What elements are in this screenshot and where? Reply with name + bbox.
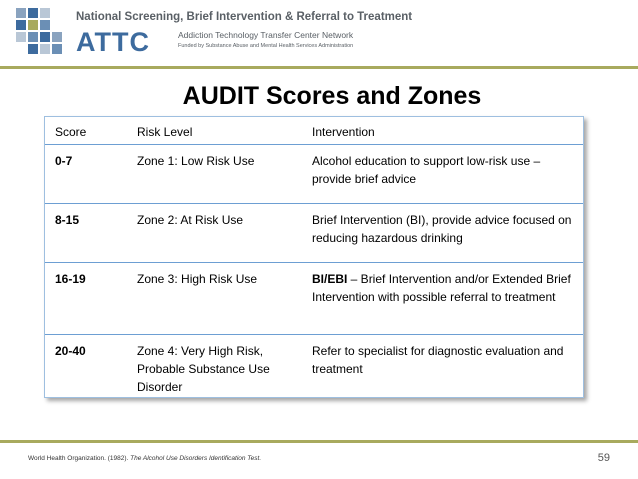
risk-level-cell: Zone 1: Low Risk Use [137, 154, 255, 168]
risk-level-cell: Zone 4: Very High Risk, Probable Substance Use Disorder [137, 344, 270, 394]
score-cell: 16-19 [55, 272, 86, 286]
score-cell: 0-7 [55, 154, 73, 168]
risk-level-cell: Zone 2: At Risk Use [137, 213, 244, 227]
intervention-cell: Alcohol education to support low-risk use – provide brief advice [312, 154, 541, 186]
citation-title: The Alcohol Use Disorders Identification Test. [130, 455, 262, 462]
table-row [45, 263, 583, 335]
intervention-cell: Refer to specialist for diagnostic evaluation and treatment [312, 344, 564, 376]
slide-title: AUDIT Scores and Zones [182, 82, 482, 110]
citation-prefix: World Health Organization. (1982). [28, 455, 131, 462]
table-row [45, 204, 583, 263]
table-header-row [45, 117, 583, 145]
risk-level-cell: Zone 3: High Risk Use [137, 272, 258, 286]
attc-logo-icon [14, 6, 66, 58]
table-row [45, 145, 583, 204]
intervention-cell [312, 263, 577, 306]
page-number: 59 [597, 452, 610, 464]
intervention-abbrev: BI/EBI [312, 272, 348, 286]
header-intervention: Intervention [312, 125, 375, 139]
score-cell: 20-40 [55, 344, 86, 358]
org-fullname: Addiction Technology Transfer Center Network [178, 30, 354, 40]
funding-note: Funded by Substance Abuse and Mental Health Services Administration [178, 43, 354, 49]
footer-divider [0, 440, 638, 443]
header-divider [0, 66, 638, 69]
audit-zones-table [44, 116, 584, 398]
header-risk-level: Risk Level [137, 125, 193, 139]
intervention-cell: Brief Intervention (BI), provide advice focused on reducing hazardous drinking [312, 213, 572, 245]
header-score: Score [55, 125, 87, 139]
score-cell: 8-15 [55, 213, 80, 227]
footer-citation [28, 455, 261, 462]
table-row [45, 335, 583, 399]
intervention-text: – Brief Intervention and/or Extended Brief Intervention with possible referral to treatment [312, 272, 571, 304]
slide-header [0, 0, 638, 66]
org-acronym: ATTC [76, 27, 150, 57]
program-title: National Screening, Brief Intervention & Referral to Treatment [76, 11, 413, 23]
